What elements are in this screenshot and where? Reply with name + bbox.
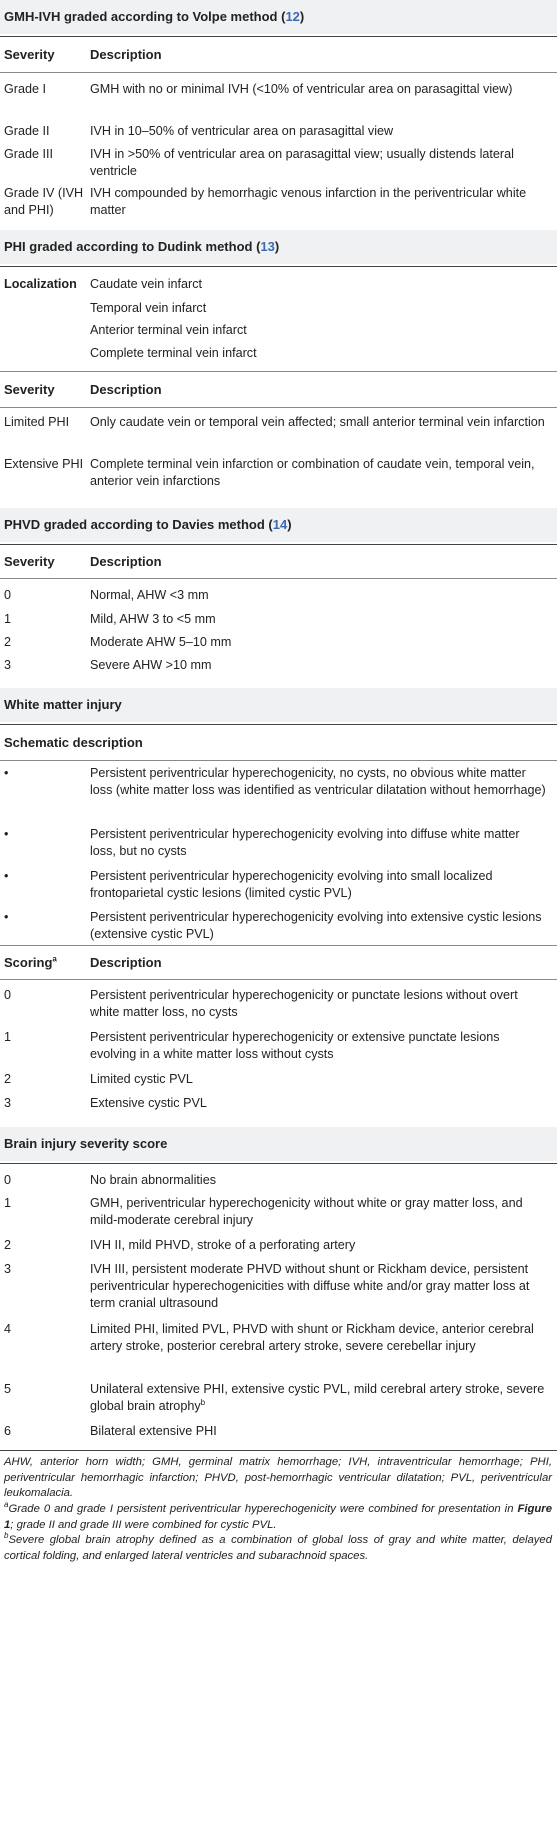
divider (0, 407, 557, 408)
scoring-header-row (0, 947, 557, 977)
localization-label: Localization (4, 277, 77, 291)
col-header-description: Description (90, 381, 162, 397)
footnote-b: $^b$Severe global brain atrophy defined as a combination of global loss of gray and white matter, delayed cortical folding, and enlarged lateral ventricles and subarachnoid spaces. (4, 1531, 552, 1562)
volpe-section-title: GMH-IVH graded according to Volpe method ( 12 ) (0, 0, 557, 34)
schematic-header (0, 726, 557, 758)
col-header-severity: Severity (4, 553, 55, 569)
divider (0, 979, 557, 980)
col-header-description: Description (90, 46, 162, 62)
divider (0, 544, 557, 545)
col-header-severity: Severity (4, 381, 55, 397)
divider (0, 1163, 557, 1164)
davies-ref-link[interactable]: 14 (272, 517, 288, 532)
col-header-scoring: Scoring$^a$ (4, 954, 57, 970)
divider (0, 945, 557, 946)
bullet-icon: • (4, 869, 9, 883)
davies-header-row (0, 546, 557, 576)
footnote-abbreviations: AHW, anterior horn width; GMH, germinal matrix hemorrhage; IVH, intraventricular hemorrhage; PHI, periventricular hemorrhagic infarction; PHVD, post-hemorrhagic ventricular dilatation; PVL, periventricular leukomalacia. (4, 1456, 552, 1499)
schematic-title: Schematic description (4, 734, 143, 750)
divider (0, 36, 557, 37)
bullet-icon: • (4, 766, 9, 780)
divider (0, 760, 557, 761)
dudink-section-title: PHI graded according to Dudink method ( 13 ) (0, 230, 557, 264)
divider (0, 371, 557, 372)
davies-section-title: PHVD graded according to Davies method ( 14 ) (0, 508, 557, 542)
divider (0, 72, 557, 73)
bullet-icon: • (4, 910, 9, 924)
col-header-severity: Severity (4, 46, 55, 62)
divider (0, 724, 557, 725)
dudink-ref-link[interactable]: 13 (260, 239, 275, 254)
brain-section-title: Brain injury severity score (0, 1127, 557, 1161)
divider (0, 266, 557, 267)
col-header-description: Description (90, 553, 162, 569)
wmi-section-title: White matter injury (0, 688, 557, 722)
divider (0, 578, 557, 579)
figure-1-link[interactable]: Figure 1 (4, 1503, 552, 1531)
divider (0, 1450, 557, 1451)
bullet-icon: • (4, 827, 9, 841)
dudink-header-row (0, 373, 557, 405)
volpe-header-row (0, 38, 557, 70)
classification-table: GMH-IVH graded according to Volpe method ( 12 ) Severity Description Grade I GMH with no or minimal IVH (<10% of ventricular area on parasagittal view) Grade II IVH in 10–50% of ventricular area on parasagittal view Grade III IVH in >50% of ventricular area on parasagittal view; usually distends lateral ventricle Grade IV (IVH and PHI) IVH compounded by hemorrhagic venous infarction in the periventricular white matter PHI graded according to Dudink method ( 13 ) Localization Caudate vein infarct Temporal vein infarct Anterior terminal vein infarct Complete terminal vein infarct Severity Description Limited PHI Only caudate vein or temporal vein affected; small anterior terminal vein infarction Extensive PHI Complete terminal vein infarction or combination of caudate vein, temporal vein, anterior vein infarctions PHVD graded according to Davies method ( 14 ) Severity Description 0 Normal, AHW <3 mm 1 Mild, AHW 3 to <5 mm 2 Moderate AHW 5–10 mm 3 Severe AHW >10 mm White matter injury Schematic description • Persistent periventricular hyperechogenicity, no cysts, no obvious white matter loss (white matter loss was identified as ventricular dilatation without hemorrhage) • Persistent periventricular hyperechogenicity evolving into diffuse white matter loss, but no cysts • Persistent periventricular hyperechogenicity evolving into small localized frontoparietal cystic lesions (limited cystic PVL) • Persistent periventricular hyperechogenicity evolving into extensive cystic lesions (extensive cystic PVL) Scoring$^a$ Description 0 Persistent periventricular hyperechogenicity or punctate lesions without overt white matter loss, no cysts 1 Persistent periventricular hyperechogenicity or extensive punctate lesions evolving in a white matter loss without cysts 2 Limited cystic PVL 3 Extensive cystic PVL Brain injury severity score 0 No brain abnormalities 1 GMH, periventricular hyperechogenicity without white or gray matter loss, and mild-moderate cerebral injury 2 IVH II, mild PHVD, stroke of a perforating artery 3 IVH III, persistent moderate PHVD without shunt or Rickham device, persistent periventricular hyperechogenicities with diffuse white and/or gray matter loss at term cranial ultrasound 4 Limited PHI, limited PVL, PHVD with shunt or Rickham device, anterior cerebral artery stroke, posterior cerebral artery stroke, severe cerebellar injury 5 Unilateral extensive PHI, extensive cystic PVL, mild cerebral artery stroke, severe global brain atrophy$^b$ 6 Bilateral extensive PHI AHW, anterior horn width; GMH, germinal matrix hemorrhage; IVH, intraventricular hemorrhage; PHI, periventricular hemorrhagic infarction; PHVD, post-hemorrhagic ventricular dilatation; PVL, periventricular leukomalacia. $^a$Grade 0 and grade I persistent periventricular hyperechogenicity were combined for presentation in Figure 1; grade II and grade III were combined for cystic PVL. $^b$Severe global brain atrophy defined as a combination of global loss of gray and white matter, delayed cortical folding, and enlarged lateral ventricles and subarachnoid spaces. (0, 0, 557, 1838)
footnote-a: $^a$Grade 0 and grade I persistent periventricular hyperechogenicity were combined for presentation in Figure 1; grade II and grade III were combined for cystic PVL. (4, 1500, 552, 1531)
volpe-ref-link[interactable]: 12 (285, 9, 300, 24)
col-header-description: Description (90, 954, 162, 970)
